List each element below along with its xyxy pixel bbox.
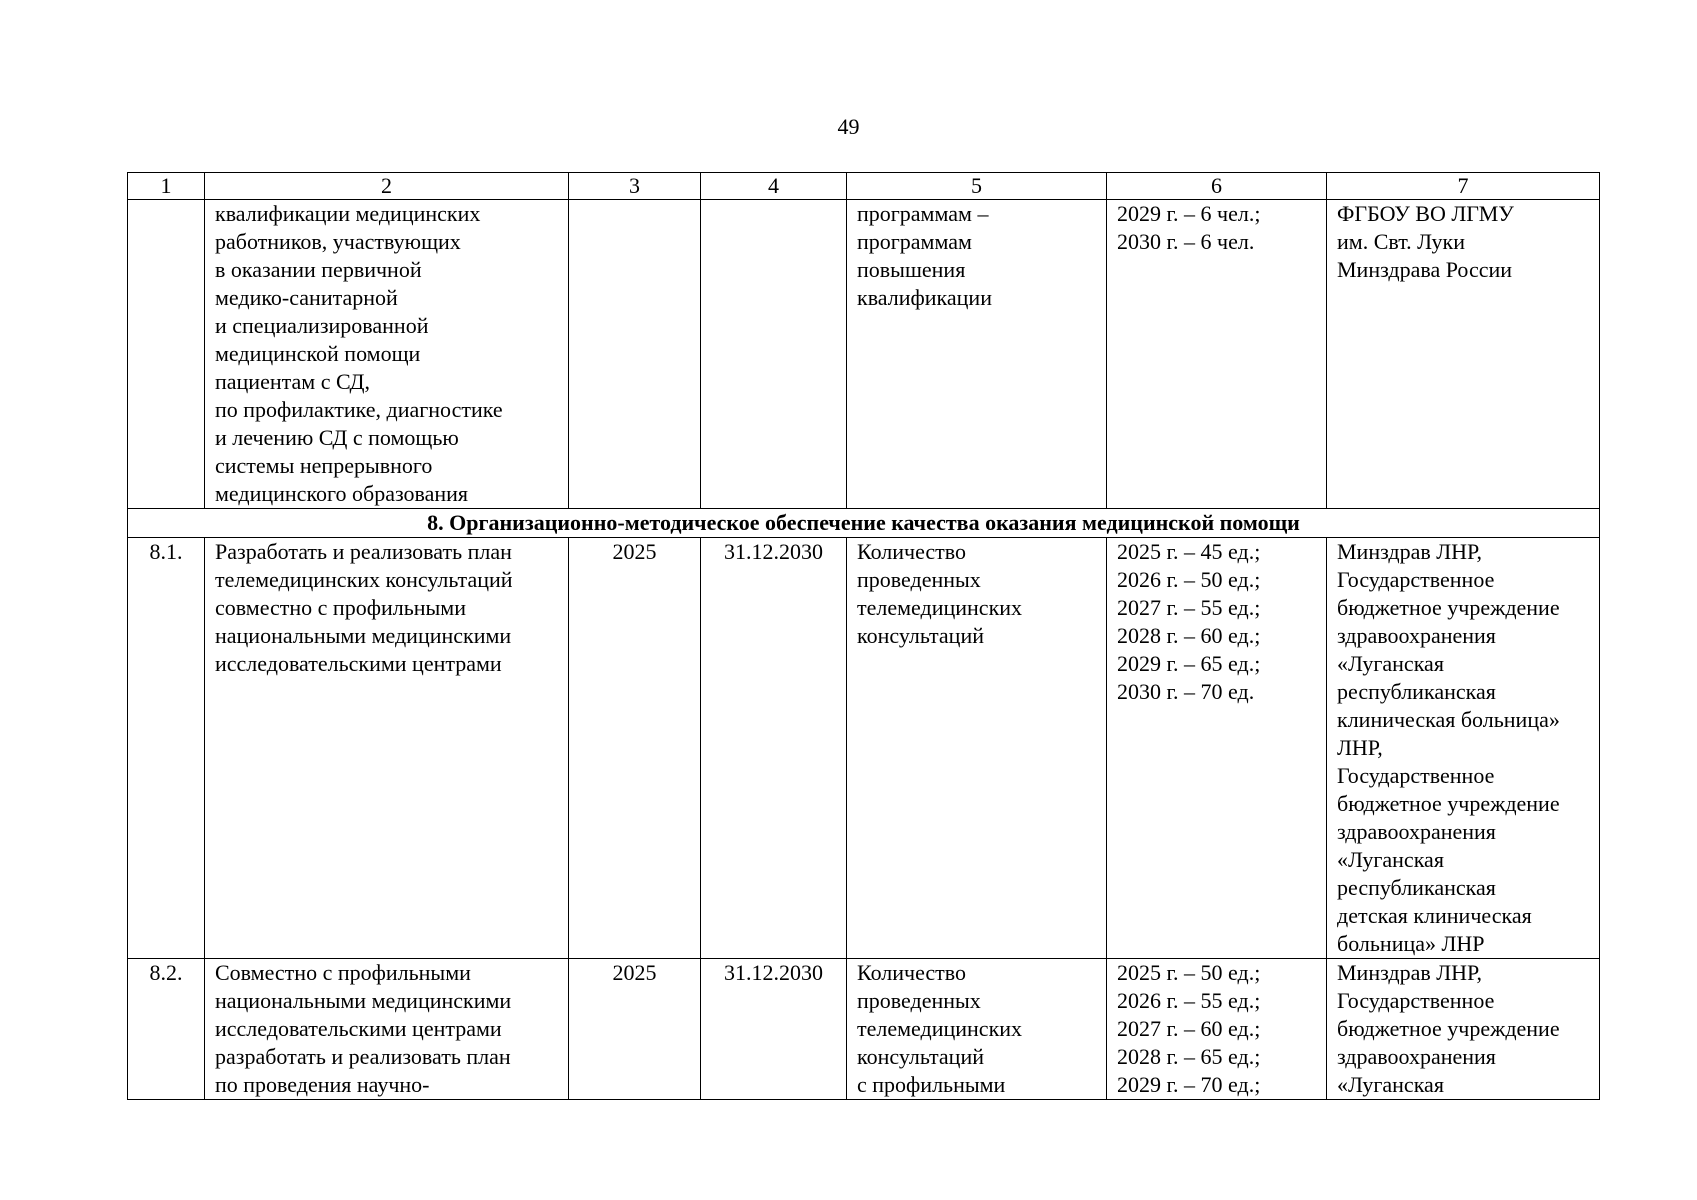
values-cell: 2025 г. – 50 ед.; 2026 г. – 55 ед.; 2027 г. – 60 ед.; 2028 г. – 65 ед.; 2029 г. – 70 ед.;: [1107, 959, 1327, 1100]
column-number-row: [128, 173, 1600, 200]
start-year-cell: 2025: [569, 959, 701, 1100]
column-header-1: 1: [128, 173, 205, 200]
column-header-5: 5: [847, 173, 1107, 200]
section-row: [128, 509, 1600, 538]
measure-cell: Разработать и реализовать план телемедицинских консультаций совместно с профильными национальными медицинскими исследовательскими центрами: [205, 538, 569, 959]
row-number: 8.1.: [128, 538, 205, 959]
start-year-cell: [569, 200, 701, 509]
section-title: 8. Организационно-методическое обеспечение качества оказания медицинской помощи: [128, 509, 1600, 538]
start-year-cell: 2025: [569, 538, 701, 959]
column-header-7: 7: [1327, 173, 1600, 200]
end-date-cell: 31.12.2030: [701, 538, 847, 959]
measures-table: [127, 172, 1600, 1100]
indicator-cell: Количество проведенных телемедицинских консультаций с профильными: [847, 959, 1107, 1100]
end-date-cell: 31.12.2030: [701, 959, 847, 1100]
table-row: [128, 538, 1600, 959]
indicator-cell: программам – программам повышения квалификации: [847, 200, 1107, 509]
responsible-cell: Минздрав ЛНР, Государственное бюджетное учреждение здравоохранения «Луганская республиканская клиническая больница» ЛНР, Государственное бюджетное учреждение здравоохранения «Луганская республиканская детская клиническая больница» ЛНР: [1327, 538, 1600, 959]
measure-cell: квалификации медицинских работников, участвующих в оказании первичной медико-санитарной и специализированной медицинской помощи пациентам с СД, по профилактике, диагностике и лечению СД с помощью системы непрерывного медицинского образования: [205, 200, 569, 509]
column-header-6: 6: [1107, 173, 1327, 200]
measure-cell: Совместно с профильными национальными медицинскими исследовательскими центрами разработать и реализовать план по проведения научно-: [205, 959, 569, 1100]
end-date-cell: [701, 200, 847, 509]
column-header-4: 4: [701, 173, 847, 200]
column-header-3: 3: [569, 173, 701, 200]
table-row: [128, 959, 1600, 1100]
row-number: 8.2.: [128, 959, 205, 1100]
values-cell: 2025 г. – 45 ед.; 2026 г. – 50 ед.; 2027 г. – 55 ед.; 2028 г. – 60 ед.; 2029 г. – 65 ед.; 2030 г. – 70 ед.: [1107, 538, 1327, 959]
column-header-2: 2: [205, 173, 569, 200]
values-cell: 2029 г. – 6 чел.; 2030 г. – 6 чел.: [1107, 200, 1327, 509]
responsible-cell: Минздрав ЛНР, Государственное бюджетное учреждение здравоохранения «Луганская: [1327, 959, 1600, 1100]
indicator-cell: Количество проведенных телемедицинских консультаций: [847, 538, 1107, 959]
table-row-continued: [128, 200, 1600, 509]
row-number: [128, 200, 205, 509]
page-number: 49: [837, 114, 860, 139]
responsible-cell: ФГБОУ ВО ЛГМУ им. Свт. Луки Минздрава России: [1327, 200, 1600, 509]
